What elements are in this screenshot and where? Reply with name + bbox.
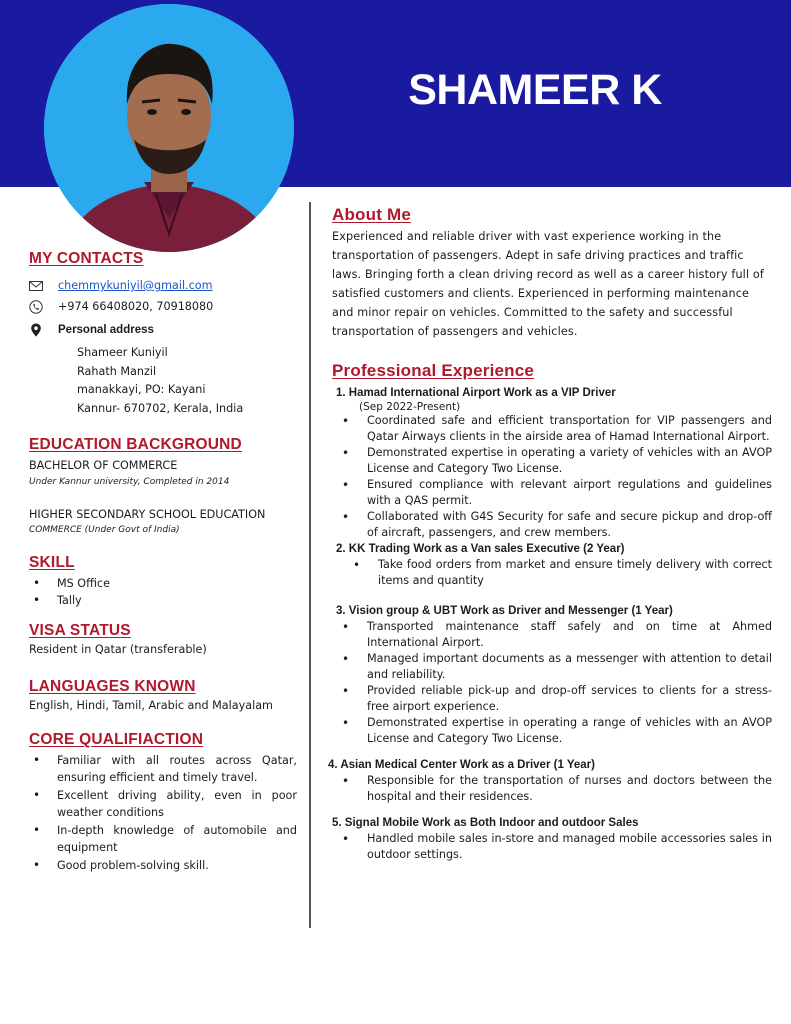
- address-line: Shameer Kuniyil: [77, 346, 168, 359]
- qualification-item: • In-depth knowledge of automobile and equipment: [29, 822, 297, 856]
- job-entry: [332, 385, 772, 541]
- job-title: 4. Asian Medical Center Work as a Driver (1 Year): [328, 759, 595, 771]
- languages-text: English, Hindi, Tamil, Arabic and Malayalam: [29, 698, 273, 712]
- job-title: 2. KK Trading Work as a Van sales Executive (2 Year): [336, 543, 625, 555]
- job-date: (Sep 2022-Present): [359, 401, 461, 413]
- job-title: 1. Hamad International Airport Work as a VIP Driver: [336, 387, 616, 399]
- skill-list: [29, 575, 297, 609]
- job-title: 5. Signal Mobile Work as Both Indoor and outdoor Sales: [332, 817, 639, 829]
- phone-number[interactable]: +974 66408020, 70918080: [58, 300, 214, 313]
- job-entry: [332, 603, 772, 747]
- profile-photo: [44, 4, 294, 252]
- qualification-item: • Excellent driving ability, even in poor weather conditions: [29, 787, 297, 821]
- address-line: Rahath Manzil: [77, 364, 157, 378]
- job-bullet: • Coordinated safe and efficient transportation for VIP passengers and Qatar Airways clients in the airside area of Hamad International Airport.: [367, 413, 772, 445]
- job-bullets: [332, 557, 772, 589]
- phone-row: [29, 296, 297, 317]
- address-line: Kannur- 670702, Kerala, India: [77, 401, 244, 415]
- job-title: 3. Vision group & UBT Work as Driver and Messenger (1 Year): [336, 605, 673, 617]
- address-label: Personal address: [58, 324, 154, 336]
- person-portrait-icon: [44, 4, 294, 252]
- job-bullets: [332, 831, 772, 863]
- job-bullet: • Take food orders from market and ensure timely delivery with correct items and quantity: [378, 557, 772, 589]
- email-row: [29, 275, 297, 296]
- job-bullet: • Transported maintenance staff safely and on time at Ahmed International Airport.: [367, 619, 772, 651]
- email-link[interactable]: chemmykuniyil@gmail.com: [58, 279, 213, 292]
- candidate-name: SHAMEER K: [408, 66, 662, 114]
- column-divider: [309, 202, 311, 928]
- qualification-item: • Good problem-solving skill.: [29, 857, 297, 874]
- address-label-row: [29, 319, 297, 340]
- job-bullet: • Demonstrated expertise in operating a range of vehicles with an AVOP License and Category Two License.: [367, 715, 772, 747]
- address-block: [29, 344, 297, 418]
- education-note: Under Kannur university, Completed in 2014: [29, 476, 230, 487]
- phone-icon: [29, 300, 43, 314]
- job-bullets: [332, 413, 772, 541]
- address-line: manakkayi, PO: Kayani: [77, 383, 206, 396]
- core-qualification-list: [29, 752, 297, 874]
- job-bullet: • Handled mobile sales in-store and managed mobile accessories sales in outdoor settings.: [367, 831, 772, 863]
- education-heading: EDUCATION BACKGROUND: [29, 436, 242, 453]
- job-bullets: [332, 619, 772, 747]
- job-bullet: • Responsible for the transportation of nurses and doctors between the hospital and their residences.: [367, 773, 772, 805]
- education-degree: HIGHER SECONDARY SCHOOL EDUCATION: [29, 507, 266, 521]
- job-bullet: • Collaborated with G4S Security for safe and secure pickup and drop-off of aircraft, passengers, and crew members.: [367, 509, 772, 541]
- job-bullet: • Ensured compliance with relevant airport regulations and guidelines with a QAS permit.: [367, 477, 772, 509]
- job-bullets: [332, 773, 772, 805]
- skill-item: • MS Office: [29, 575, 297, 592]
- about-text: Experienced and reliable driver with vast experience working in the transportation of passengers. Adept in safe driving practices and traffic laws. Bringing forth a clean driving record as well as a career history full of satisfied customers and clients. Experienced in performing maintenance and minor repair on vehicles. Committed to the safety and successful transportation of passengers and vehicles.: [332, 230, 764, 338]
- skill-heading: SKILL: [29, 554, 75, 571]
- job-bullet: • Managed important documents as a messenger with attention to detail and reliability.: [367, 651, 772, 683]
- visa-status-text: Resident in Qatar (transferable): [29, 643, 207, 656]
- job-entry: [328, 757, 772, 805]
- education-note: COMMERCE (Under Govt of India): [29, 525, 180, 535]
- visa-heading: VISA STATUS: [29, 622, 131, 639]
- left-column: [29, 250, 297, 875]
- job-entry: [332, 541, 772, 589]
- job-entry: [332, 815, 772, 863]
- education-degree: BACHELOR OF COMMERCE: [29, 459, 178, 472]
- envelope-icon: [29, 279, 43, 293]
- languages-heading: LANGUAGES KNOWN: [29, 677, 196, 695]
- map-pin-icon: [29, 323, 43, 337]
- contacts-heading: MY CONTACTS: [29, 250, 144, 267]
- right-column: [328, 205, 772, 863]
- job-bullet: • Demonstrated expertise in operating a variety of vehicles with an AVOP License and Category Two License.: [367, 445, 772, 477]
- experience-heading: Professional Experience: [332, 361, 535, 380]
- job-bullet: • Provided reliable pick-up and drop-off services to clients for a stress-free airport experience.: [367, 683, 772, 715]
- about-heading: About Me: [332, 205, 412, 224]
- qualification-item: • Familiar with all routes across Qatar, ensuring efficient and timely travel.: [29, 752, 297, 786]
- skill-item: • Tally: [29, 592, 297, 609]
- core-qualification-heading: CORE QUALIFIACTION: [29, 731, 204, 748]
